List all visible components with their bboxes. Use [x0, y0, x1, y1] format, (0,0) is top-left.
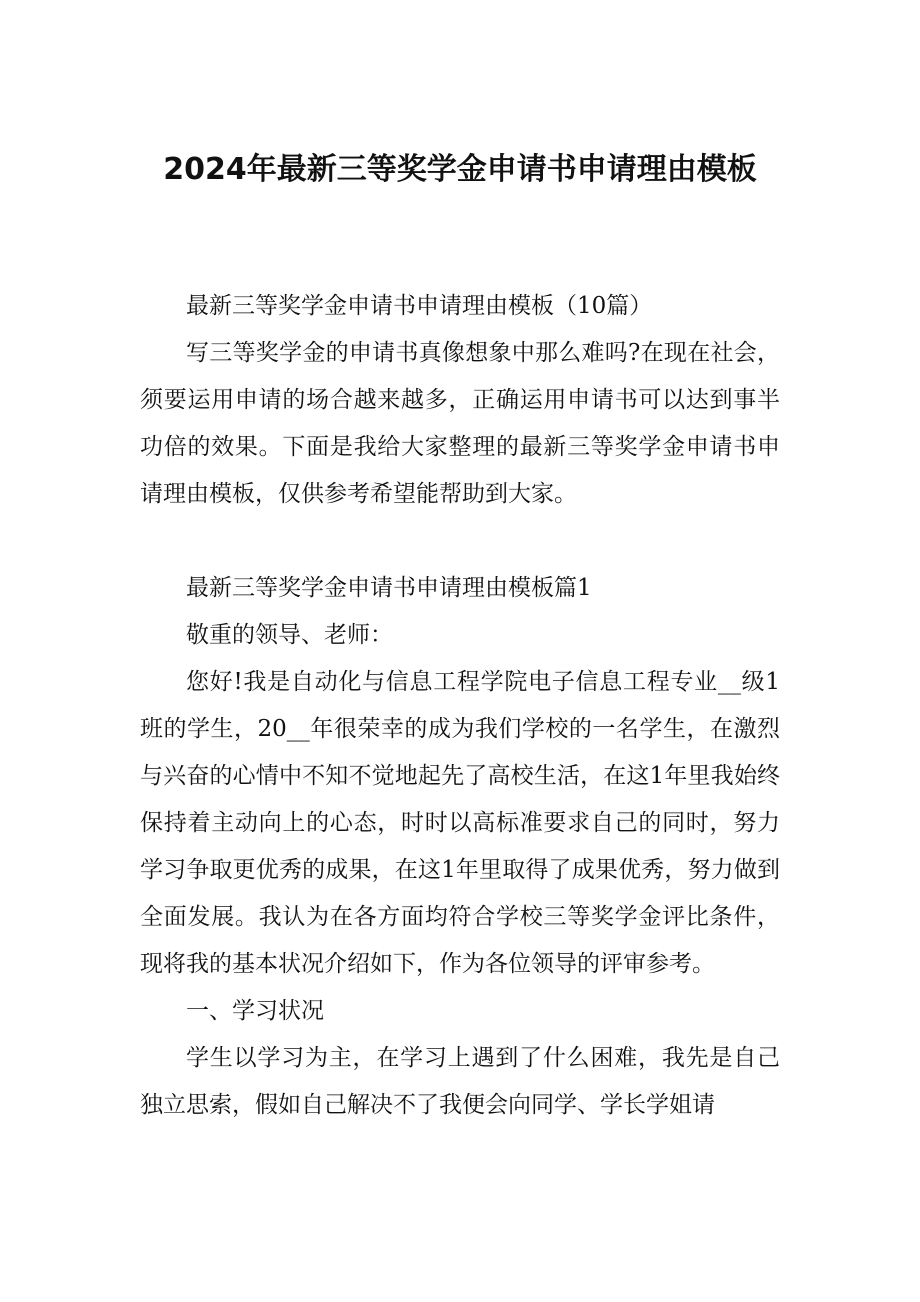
salutation: 敬重的领导、老师： — [186, 622, 393, 648]
section-heading: 最新三等奖学金申请书申请理由模板篇1 — [186, 575, 592, 601]
body-paragraph: 学生以学习为主，在学习上遇到了什么困难，我先是自己独立思索，假如自己解决不了我便会向同学、学长学姐请 — [140, 1045, 780, 1118]
body-paragraph: 您好!我是自动化与信息工程学院电子信息工程专业__级1班的学生，20__年很荣幸的成为我们学校的一名学生，在激烈与兴奋的心情中不知不觉地起先了高校生活，在这1年里我始终保持着主动向上的心态，时时以高标准要求自己的同时，努力学习争取更优秀的成果，在这1年里取得了成果优秀，努力做到全面发展。我认为在各方面均符合学校三等奖学金评比条件，现将我的基本状况介绍如下，作为各位领导的评审参考。 — [140, 669, 780, 977]
intro-paragraph: 写三等奖学金的申请书真像想象中那么难吗?在现在社会，须要运用申请的场合越来越多，正确运用申请书可以达到事半功倍的效果。下面是我给大家整理的最新三等奖学金申请书申请理由模板，仅供参考希望能帮助到大家。 — [140, 340, 780, 507]
subtitle-paragraph: 最新三等奖学金申请书申请理由模板（10篇） — [186, 293, 653, 319]
subsection-heading: 一、学习状况 — [186, 998, 324, 1024]
document-body — [140, 283, 780, 1129]
document-title: 2024年最新三等奖学金申请书申请理由模板 — [163, 152, 757, 187]
